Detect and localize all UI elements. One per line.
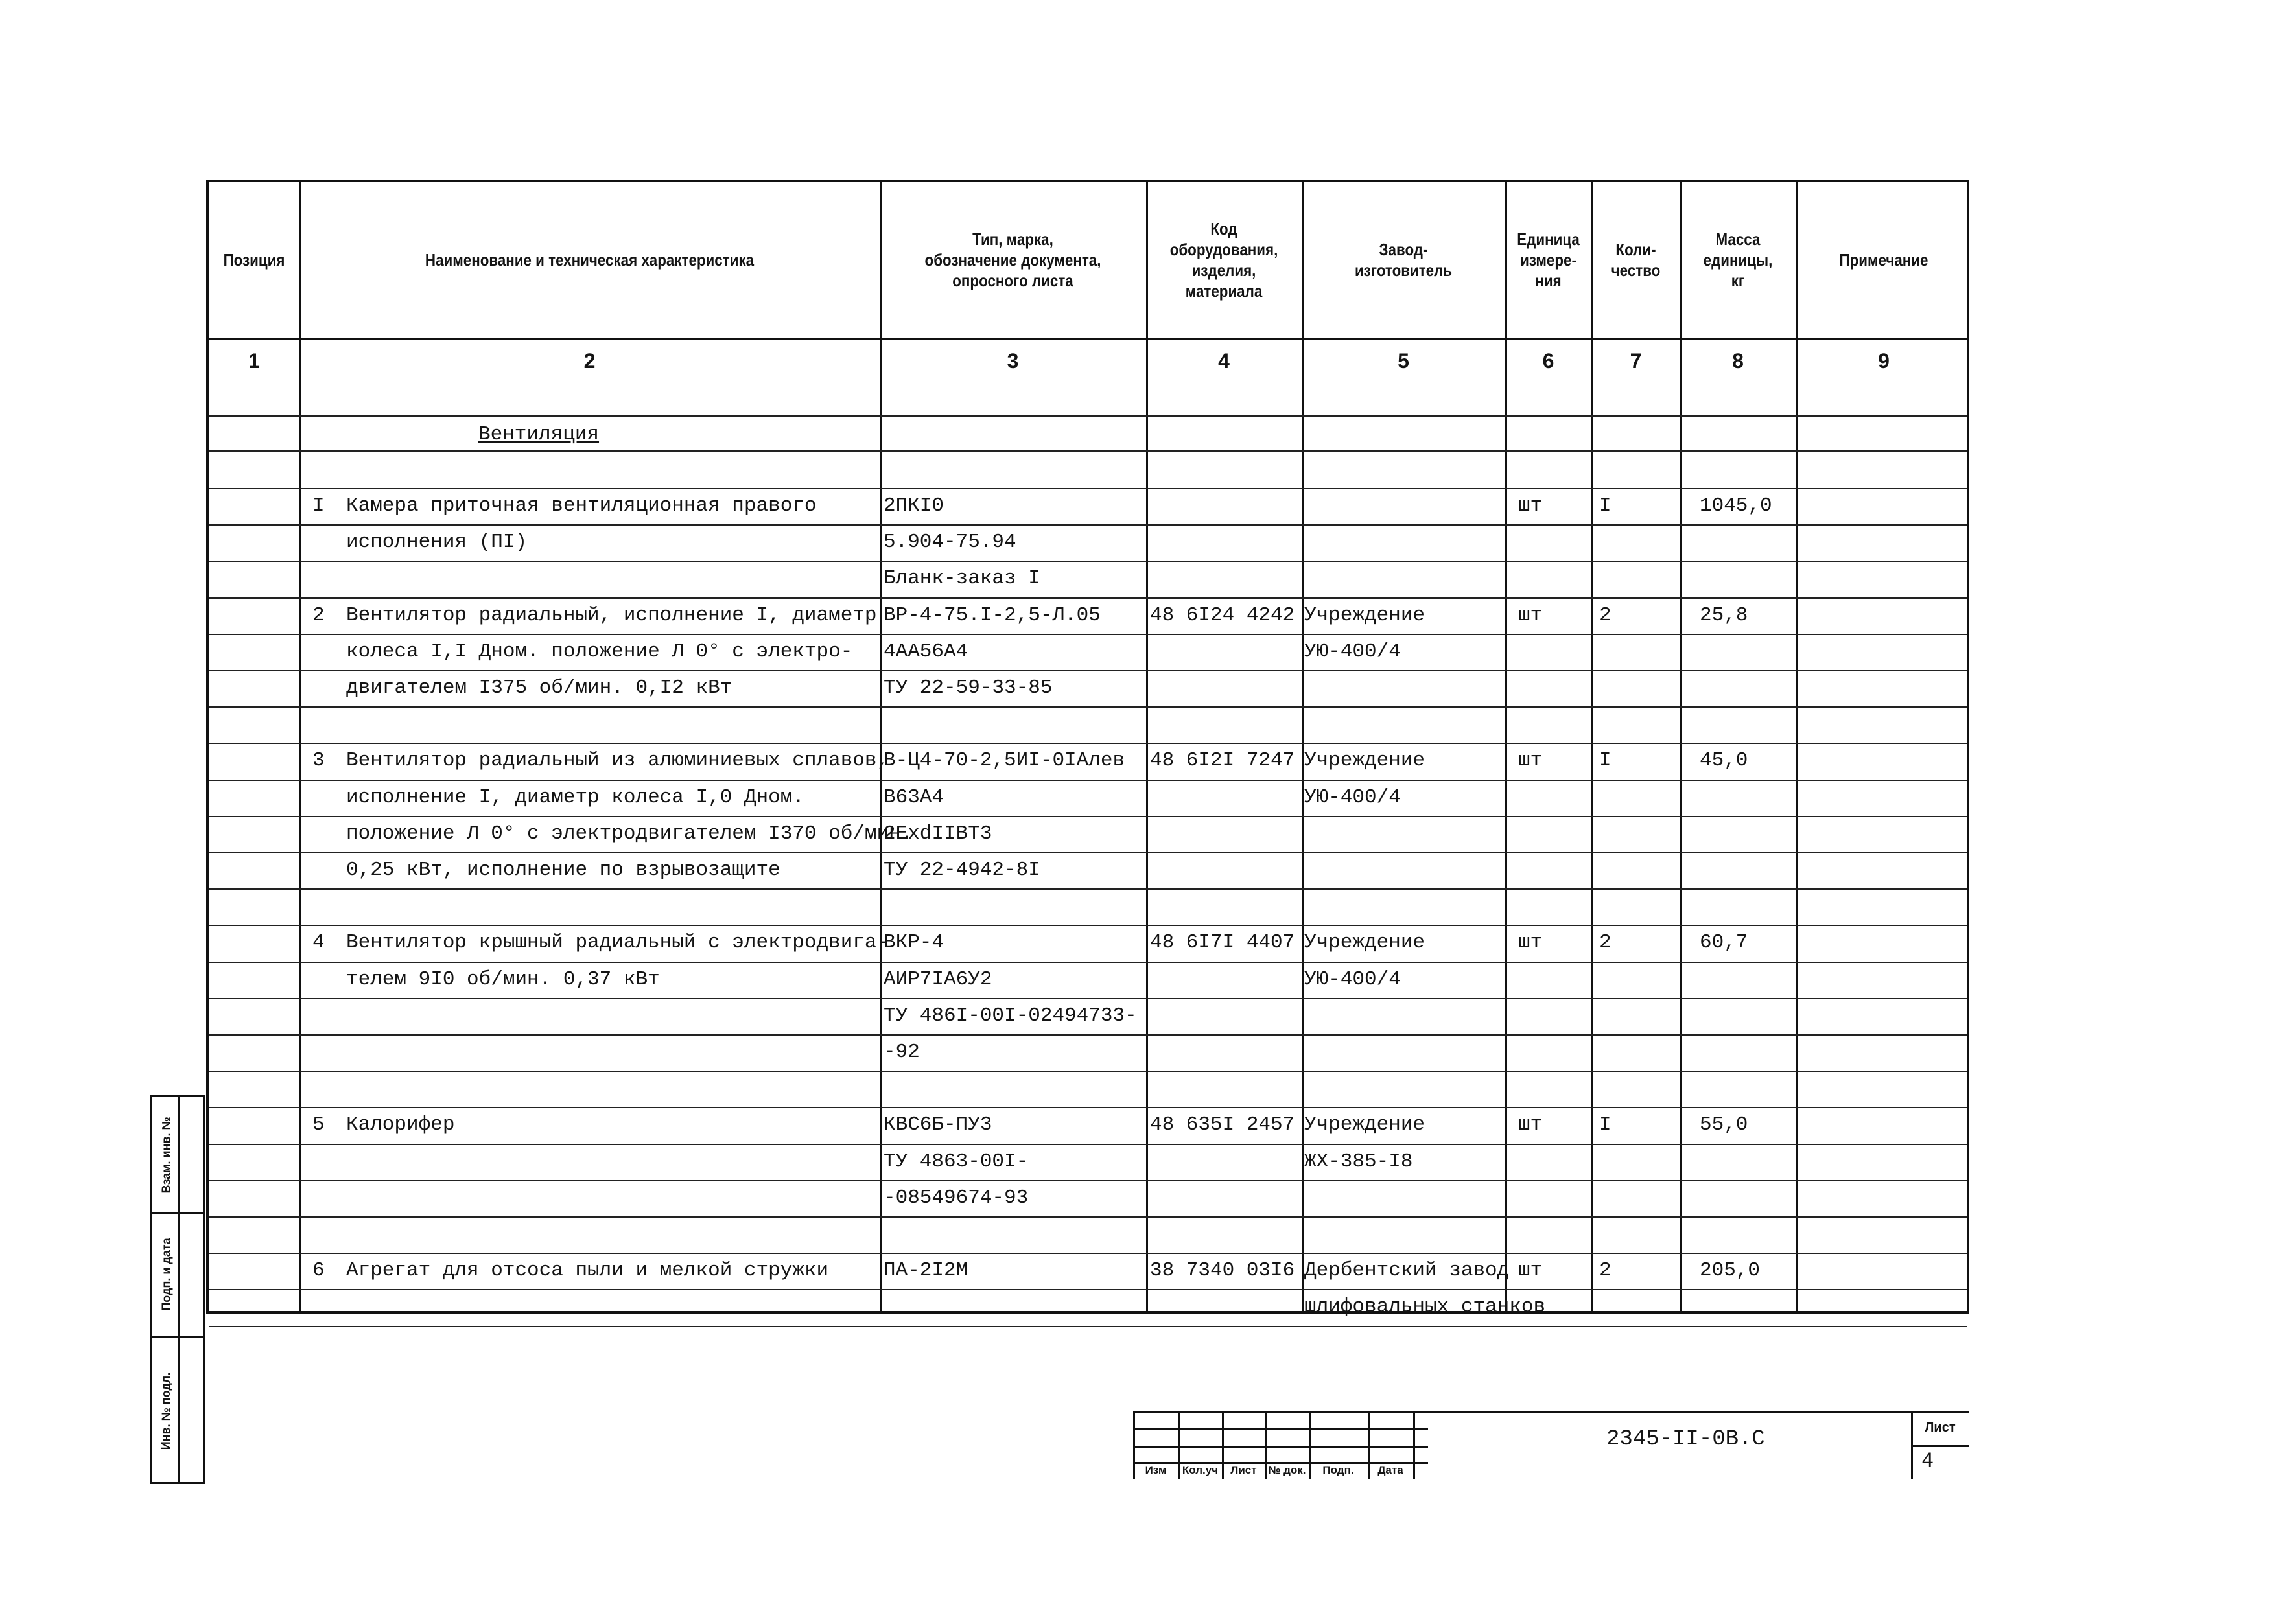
header-maker: Завод- изготовитель (1354, 240, 1453, 280)
cell-type: ПА-2I2М (884, 1259, 968, 1282)
tb-line (1911, 1445, 1969, 1447)
strip-text: Инв. № подл. (159, 1372, 173, 1450)
strip-text: Подп. и дата (159, 1237, 173, 1311)
row-divider (209, 1071, 1967, 1072)
sheet-number: 4 (1921, 1449, 1934, 1473)
cell-type: ТУ 22-4942-8I (884, 859, 1040, 881)
cell-unit: шт (1518, 494, 1543, 517)
row-divider (209, 706, 1967, 708)
cell-name: двигателем I375 об/мин. 0,I2 кВт (346, 677, 732, 699)
cell-position: 5 (312, 1113, 325, 1137)
cell-name: телем 9I0 об/мин. 0,37 кВт (346, 968, 660, 991)
sheet-label: Лист (1925, 1421, 1956, 1435)
cell-maker: ЖХ-385-I8 (1304, 1150, 1413, 1173)
tb-label-change: Изм (1145, 1464, 1167, 1476)
cell-code: 48 635I 2457 (1150, 1113, 1295, 1137)
row-divider (209, 415, 1967, 417)
cell-maker: УЮ-400/4 (1304, 785, 1401, 809)
row-divider (209, 450, 1967, 452)
header-note: Примечание (1839, 250, 1928, 270)
colnum-3: 3 (1007, 349, 1019, 373)
cell-code: 48 6I7I 4407 (1150, 931, 1295, 955)
cell-maker: Дербентский завод (1304, 1259, 1510, 1282)
row-divider (209, 1216, 1967, 1218)
cell-type: 4АА56А4 (884, 640, 968, 663)
cell-unit: шт (1518, 1113, 1543, 1137)
binding-strip (150, 1095, 205, 1484)
row-divider (209, 1326, 1967, 1327)
cell-unit: шт (1518, 931, 1543, 955)
tb-line (1911, 1411, 1913, 1479)
cell-mass: 1045,0 (1700, 494, 1772, 517)
header-unit: Единица измере- ния (1517, 229, 1580, 290)
row-divider (209, 925, 1967, 926)
cell-type: ВР-4-75.I-2,5-Л.05 (884, 603, 1101, 627)
row-divider (209, 888, 1967, 890)
row-divider (209, 1107, 1967, 1108)
row-divider (209, 1253, 1967, 1254)
document-number: 2345-II-0В.С (1606, 1427, 1765, 1452)
colnum-7: 7 (1630, 349, 1642, 373)
cell-unit: шт (1518, 603, 1543, 627)
row-divider (209, 634, 1967, 635)
cell-position: 3 (312, 749, 325, 772)
cell-type: ТУ 486I-00I-02494733- (884, 1004, 1137, 1027)
colnum-4: 4 (1218, 349, 1230, 373)
tb-line (1133, 1428, 1428, 1430)
cell-type: 2ПКI0 (884, 494, 944, 517)
strip-label-inventory (155, 1336, 178, 1486)
row-divider (209, 962, 1967, 963)
cell-type: 2ЕхdIIВТ3 (884, 822, 992, 845)
strip-divider (178, 1097, 180, 1482)
colnum-2: 2 (583, 349, 596, 373)
cell-type: ТУ 4863-00I- (884, 1150, 1029, 1173)
row-divider (209, 524, 1967, 526)
tb-label-date: Дата (1377, 1464, 1403, 1476)
specification-table (206, 180, 1969, 1319)
cell-type: 5.904-75.94 (884, 531, 1016, 554)
section-title: Вентиляция (478, 423, 600, 446)
strip-label-signature (155, 1212, 178, 1336)
cell-quantity: 2 (1599, 603, 1611, 627)
tb-line (1413, 1411, 1415, 1479)
row-divider (209, 998, 1967, 999)
header-name: Наименование и техническая характеристика (425, 250, 755, 270)
cell-quantity: 2 (1599, 931, 1611, 955)
cell-quantity: 2 (1599, 1259, 1611, 1282)
row-divider (209, 1144, 1967, 1145)
cell-maker: Учреждение (1304, 749, 1425, 772)
tb-line (1133, 1446, 1428, 1448)
cell-name: Камера приточная вентиляционная правого (346, 494, 817, 517)
row-divider (209, 1289, 1967, 1290)
cell-code: 48 6I24 4242 (1150, 603, 1295, 627)
cell-position: 4 (312, 931, 325, 955)
cell-position: I (312, 494, 325, 517)
cell-type: ТУ 22-59-33-85 (884, 677, 1053, 699)
cell-code: 38 7340 03I6 (1150, 1259, 1295, 1282)
cell-name: Вентилятор крышный радиальный с электродвига- (346, 931, 889, 955)
cell-type: В-Ц4-70-2,5ИI-0IАлев (884, 749, 1125, 772)
cell-mass: 55,0 (1700, 1113, 1748, 1137)
colnum-6: 6 (1542, 349, 1554, 373)
tb-line (1133, 1411, 1969, 1413)
strip-text: Взам. инв. № (159, 1116, 173, 1194)
cell-mass: 25,8 (1700, 603, 1748, 627)
cell-mass: 205,0 (1700, 1259, 1761, 1282)
header-code: Код оборудования, изделия, материала (1169, 219, 1278, 301)
header-position: Позиция (223, 250, 285, 270)
cell-mass: 60,7 (1700, 931, 1748, 955)
row-divider (209, 816, 1967, 817)
row-divider (209, 780, 1967, 781)
row-divider (209, 1034, 1967, 1036)
cell-name: 0,25 кВт, исполнение по взрывозащите (346, 859, 780, 881)
row-divider (209, 561, 1967, 562)
cell-maker: УЮ-400/4 (1304, 968, 1401, 991)
row-divider (209, 488, 1967, 489)
header-mass: Масса единицы, кг (1703, 229, 1773, 290)
row-divider (209, 1180, 1967, 1181)
cell-name: положение Л 0° с электродвигателем I370 об/мин. (346, 822, 913, 845)
cell-maker: шлифовальных станков (1304, 1295, 1546, 1319)
cell-type: КВС6Б-ПУ3 (884, 1113, 992, 1137)
cell-quantity: I (1599, 1113, 1611, 1137)
cell-unit: шт (1518, 1259, 1543, 1282)
cell-code: 48 6I2I 7247 (1150, 749, 1295, 772)
cell-maker: УЮ-400/4 (1304, 640, 1401, 663)
cell-name: Агрегат для отсоса пыли и мелкой стружки (346, 1259, 829, 1282)
tb-label-docno: № док. (1268, 1464, 1306, 1476)
row-divider (209, 597, 1967, 599)
cell-name: Вентилятор радиальный, исполнение I, диаметр (346, 603, 877, 627)
row-divider (209, 852, 1967, 853)
cell-type: ВКР-4 (884, 931, 944, 955)
strip-label-replacement (155, 1097, 178, 1212)
row-divider (209, 743, 1967, 744)
header-type: Тип, марка, обозначение документа, опросного листа (924, 229, 1101, 290)
cell-maker: Учреждение (1304, 603, 1425, 627)
cell-maker: Учреждение (1304, 931, 1425, 955)
cell-quantity: I (1599, 494, 1611, 517)
cell-name: Вентилятор радиальный из алюминиевых сплавов, (346, 749, 889, 772)
tb-label-sheet: Лист (1230, 1464, 1257, 1476)
colnum-1: 1 (248, 349, 260, 373)
colnum-8: 8 (1732, 349, 1744, 373)
cell-name: Калорифер (346, 1113, 455, 1137)
cell-position: 2 (312, 603, 325, 627)
cell-type: Бланк-заказ I (884, 567, 1040, 590)
cell-name: исполнение I, диаметр колеса I,0 Дном. (346, 785, 804, 809)
cell-name: колеса I,I Дном. положение Л 0° с электро- (346, 640, 853, 663)
row-divider (209, 670, 1967, 671)
tb-label-signature: Подп. (1322, 1464, 1354, 1476)
cell-type: -08549674-93 (884, 1186, 1029, 1209)
tb-label-count: Кол.уч (1182, 1464, 1219, 1476)
cell-name: исполнения (ПI) (346, 531, 528, 554)
cell-mass: 45,0 (1700, 749, 1748, 772)
cell-position: 6 (312, 1259, 325, 1282)
colnum-9: 9 (1878, 349, 1890, 373)
cell-type: В63А4 (884, 785, 944, 809)
colnum-5: 5 (1398, 349, 1409, 373)
cell-maker: Учреждение (1304, 1113, 1425, 1137)
header-quantity: Коли- чество (1611, 240, 1661, 280)
cell-unit: шт (1518, 749, 1543, 772)
cell-type: -92 (884, 1041, 920, 1063)
title-block (1133, 1411, 1969, 1479)
cell-type: АИР7IА6У2 (884, 968, 992, 991)
cell-quantity: I (1599, 749, 1611, 772)
